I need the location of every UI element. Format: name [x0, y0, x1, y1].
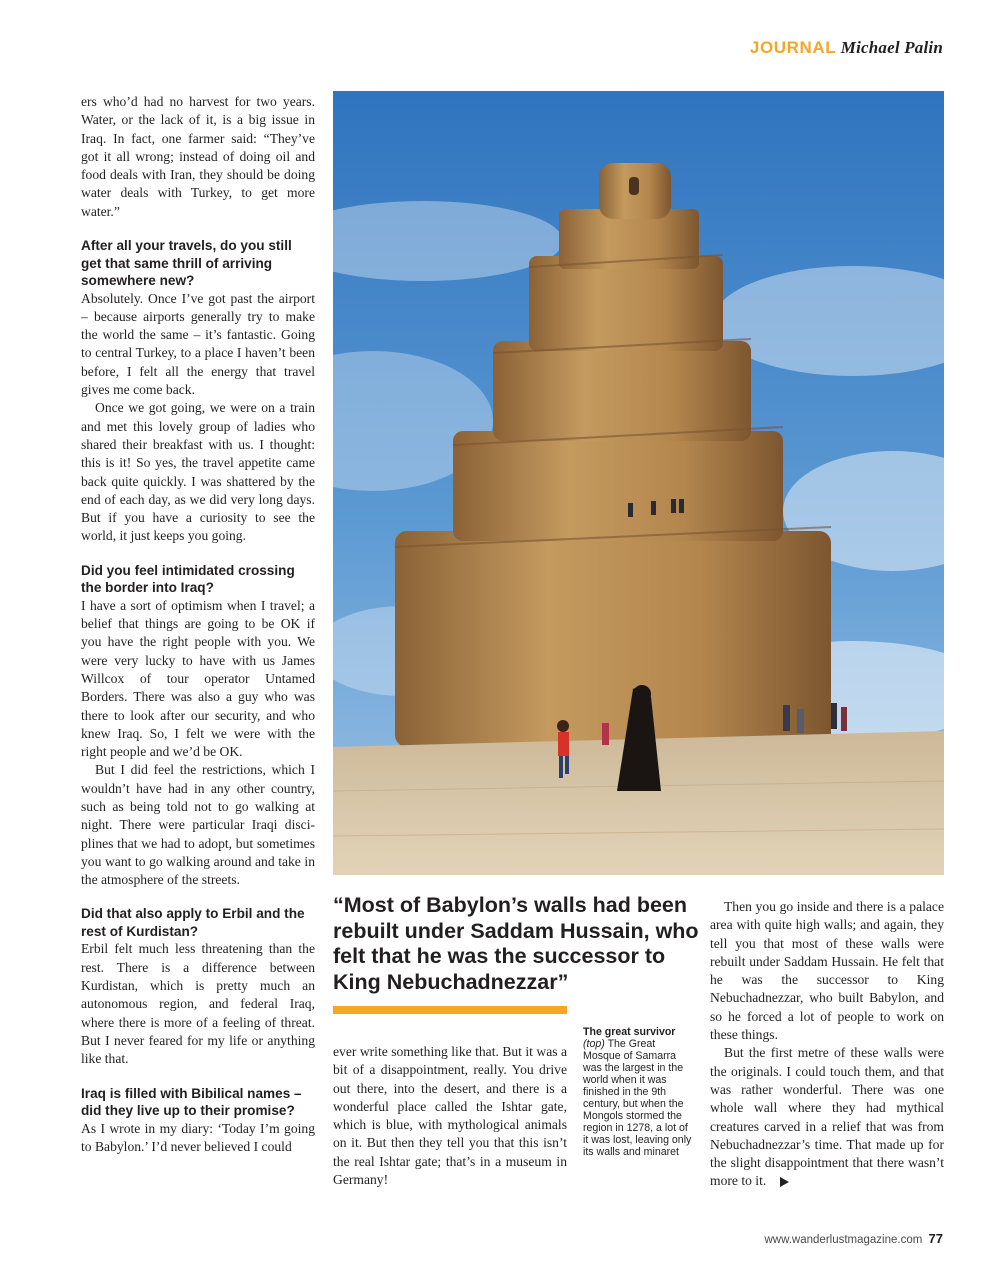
minaret-photo	[333, 91, 944, 875]
left-text-column	[81, 93, 315, 1156]
pull-quote: “Most of Babylon’s walls had been rebuilt under Saddam Hussain, who felt that he was the successor to King Nebuchadnezzar”	[333, 893, 699, 994]
section-label: JOURNAL	[749, 38, 837, 57]
author-name: Michael Palin	[840, 38, 943, 57]
right-text-column	[710, 898, 944, 1191]
interview-question: Iraq is filled with Bibilical names – did they live up to their promise?	[81, 1085, 302, 1119]
middle-text-column	[333, 1043, 567, 1189]
paragraph: As I wrote in my diary: ‘Today I’m going to Babylon.’ I’d never believed I could	[81, 1120, 315, 1154]
page-number: 77	[928, 1231, 943, 1246]
photo-caption	[583, 1026, 695, 1158]
caption-title: The great survivor	[583, 1026, 676, 1038]
continue-arrow-icon	[780, 1177, 789, 1187]
caption-position-tag: (top)	[583, 1038, 605, 1050]
running-header	[750, 38, 943, 58]
interview-question: Did you feel intimidated crossing the border into Iraq?	[81, 562, 295, 596]
paragraph: Erbil felt much less threatening than the rest. There is a difference between Kurdistan, which is pretty much an autonomous region, and federal Iraq, where there is more of a feeling of threat. But I never feared for my life or anything like that.	[81, 941, 315, 1067]
caption-text: The Great Mosque of Samarra was the largest in the world when it was finished in the 9th century, but when the Mongols stormed the region in 1278, a lot of it was lost, leaving only its walls and minaret	[583, 1038, 692, 1158]
paragraph: I have a sort of optimism when I travel; a belief that things are going to be OK if you have the right people with you. We were very lucky to have with us James Willcox of tour operator Untamed Borders. There was also a guy who was there to look after our security, and who knew Iraq. So, I felt we were with the right people and we’d be OK.	[81, 597, 315, 760]
paragraph: Absolutely. Once I’ve got past the airport – because airports generally try to make the world the same – it’s fantastic. Going to central Turkey, to a place I haven’t been before, I felt all the energy that travel gives me come back.	[81, 290, 315, 398]
paragraph: Once we got going, we were on a train and met this lovely group of ladies who shared their breakfast with us. I thought: this is it! So yes, the travel appetite came back quite quickly. I was shattered by the end of each day, as we did very long days. But if you have a curiosity to see the world, it just keeps you going.	[81, 400, 315, 544]
pull-quote-rule	[333, 1006, 567, 1014]
paragraph-text: But the first metre of these walls were the originals. I could touch them, and that was rather wonderful. There was one whole wall where they had mythical creatures carved in a relief that was from Nebuchadnezzar’s time. That made up for the slight disappointment that there wasn’t more to it.	[710, 1045, 944, 1189]
interview-question: After all your travels, do you still get that same thrill of arriving somewhere new?	[81, 238, 292, 289]
magazine-url: www.wanderlustmagazine.com	[764, 1234, 923, 1246]
paragraph: ers who’d had no harvest for two years. Water, or the lack of it, is a big issue in Iraq. In fact, one farmer said: “They’ve got it all wrong; instead of doing oil and food deals with Iran, they should be doing water deals with Turkey, to get more water.”	[81, 94, 315, 219]
paragraph: ever write something like that. But it was a bit of a disappointment, really. You drive out there, into the desert, and there is a wonderful place called the Ishtar gate, which is blue, with mythological animals on it. But then they tell you that this isn’t the real Ishtar gate; that’s in a museum in Germany!	[333, 1044, 567, 1188]
paragraph: Then you go inside and there is a palace area with quite high walls; and again, they tell you that most of these walls were rebuilt under Saddam Hussain. He felt that he was the successor to King Nebuchadnezzar, who built Babylon, and so he forced a lot of people to work on these things.	[710, 899, 944, 1043]
paragraph: But I did feel the restrictions, which I wouldn’t have had in any other country, such as being told not to go walking at night. There were particular Iraqi disciplines that we had to adopt, but sometimes you want to go walking around and take in the atmosphere of the streets.	[81, 762, 315, 888]
page-footer	[764, 1231, 943, 1246]
paragraph	[710, 1044, 944, 1190]
interview-question: Did that also apply to Erbil and the rest of Kurdistan?	[81, 906, 305, 939]
